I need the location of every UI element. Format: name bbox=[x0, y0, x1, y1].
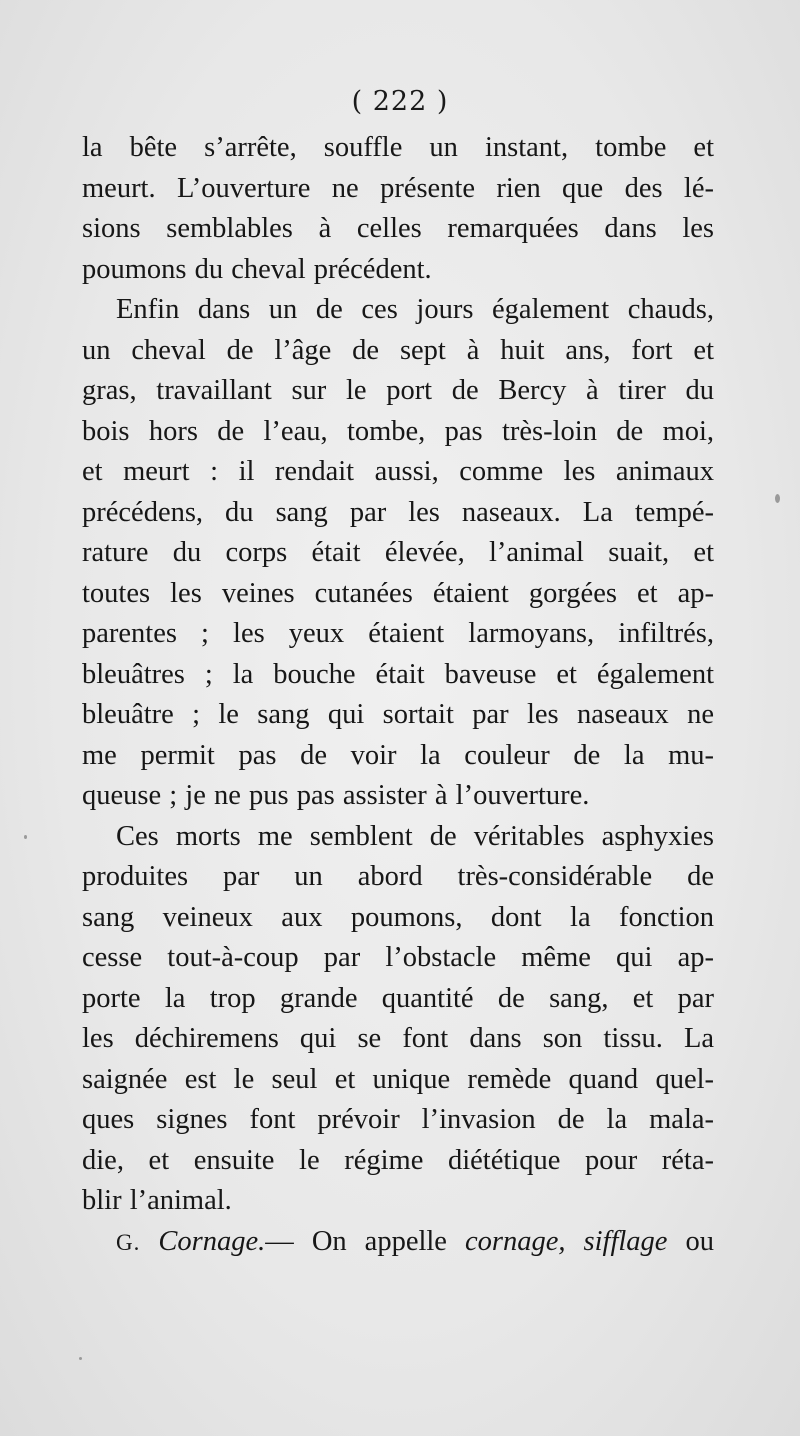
text-line: la bête s’arrête, souffle un instant, tombe et bbox=[82, 132, 714, 163]
text-line: bleuâtre ; le sang qui sortait par les naseaux ne bbox=[82, 699, 714, 730]
heading-text-end: ou bbox=[685, 1225, 714, 1257]
text-line: cesse tout-à-coup par l’obstacle même qui ap- bbox=[82, 942, 714, 973]
paper-speck bbox=[24, 835, 27, 839]
text-line: blir l’animal. bbox=[82, 1185, 232, 1216]
text-line: me permit pas de voir la couleur de la mu- bbox=[82, 739, 714, 771]
text-line: et meurt : il rendait aussi, comme les animaux bbox=[82, 456, 714, 487]
text-line: précédens, du sang par les naseaux. La tempé- bbox=[82, 496, 714, 528]
page-number: ( 222 ) bbox=[351, 86, 449, 117]
text-line: Ces morts me semblent de véritables asphyxies bbox=[116, 820, 714, 852]
heading-text: On appelle bbox=[311, 1225, 447, 1257]
text-line: rature du corps était élevée, l’animal suait, et bbox=[82, 537, 714, 568]
section-heading-line bbox=[82, 1222, 714, 1263]
text-line: toutes les veines cutanées étaient gorgées et ap- bbox=[82, 577, 714, 609]
em-dash: — bbox=[265, 1225, 294, 1257]
text-line: bleuâtres ; la bouche était baveuse et également bbox=[82, 658, 714, 690]
paper-speck bbox=[79, 1357, 82, 1360]
text-line: les déchiremens qui se font dans son tissu. La bbox=[82, 1023, 714, 1054]
text-line: porte la trop grande quantité de sang, et par bbox=[82, 982, 714, 1014]
section-marker: G. bbox=[116, 1229, 141, 1255]
text-line: bois hors de l’eau, tombe, pas très-loin de moi, bbox=[82, 415, 714, 447]
section-title: Cornage. bbox=[158, 1225, 266, 1257]
text-line: un cheval de l’âge de sept à huit ans, fort et bbox=[82, 334, 714, 366]
text-line: sang veineux aux poumons, dont la fonction bbox=[82, 901, 714, 933]
text-line: parentes ; les yeux étaient larmoyans, infiltrés, bbox=[82, 618, 714, 649]
text-line: produites par un abord très-considérable de bbox=[82, 861, 714, 892]
text-line: die, et ensuite le régime diététique pour réta- bbox=[82, 1144, 714, 1176]
text-line: meurt. L’ouverture ne présente rien que des lé- bbox=[82, 172, 714, 204]
text-line: poumons du cheval précédent. bbox=[82, 253, 432, 285]
text-line: queuse ; je ne pus pas assister à l’ouverture. bbox=[82, 780, 590, 811]
text-line: sions semblables à celles remarquées dans les bbox=[82, 213, 714, 244]
text-line: ques signes font prévoir l’invasion de la mala- bbox=[82, 1104, 714, 1135]
text-line: Enfin dans un de ces jours également chauds, bbox=[116, 294, 714, 325]
body-text bbox=[82, 128, 714, 1262]
paper-speck bbox=[775, 494, 780, 503]
term-cornage: cornage, bbox=[465, 1225, 566, 1257]
text-line: gras, travaillant sur le port de Bercy à tirer du bbox=[82, 375, 714, 406]
text-line: saignée est le seul et unique remède quand quel- bbox=[82, 1063, 714, 1095]
term-sifflage: sifflage bbox=[583, 1225, 668, 1257]
